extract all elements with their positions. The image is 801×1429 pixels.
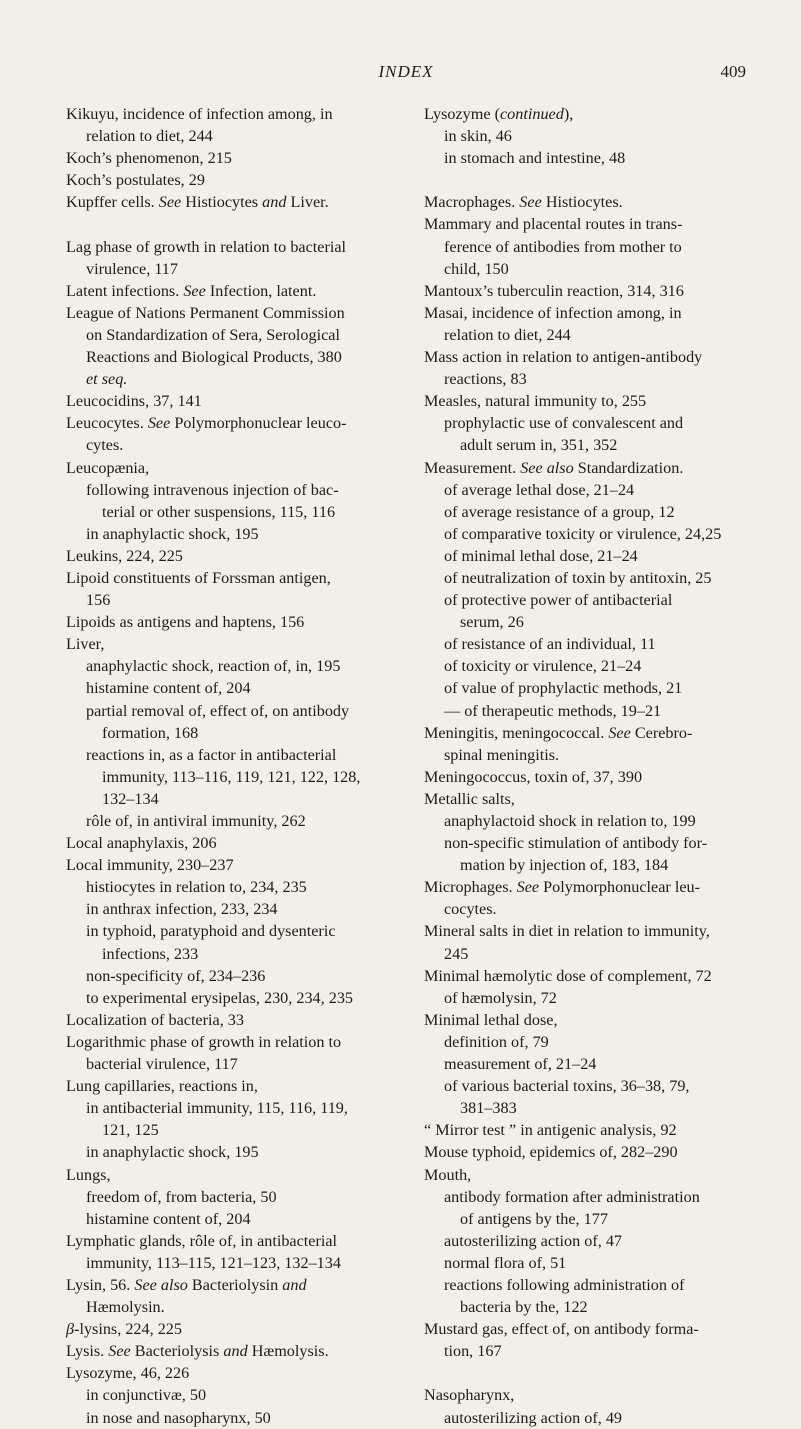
- italic-text: See: [147, 414, 171, 433]
- index-entry: [424, 920, 760, 942]
- entry-text: bacteria by the, 122: [460, 1298, 588, 1317]
- index-subentry: [424, 744, 760, 766]
- italic-text: See: [608, 723, 631, 742]
- entry-text: virulence, 117: [86, 259, 178, 278]
- running-head-title: INDEX: [378, 62, 434, 81]
- entry-text: in stomach and intestine, 48: [444, 149, 626, 168]
- entry-text: Kikuyu, incidence of infection among, in: [66, 105, 333, 123]
- entry-text: Lipoid constituents of Forssman antigen,: [66, 568, 331, 587]
- entry-text: Kupffer cells.: [66, 193, 159, 212]
- index-subentry: [424, 1053, 760, 1075]
- index-entry: [424, 965, 760, 987]
- entry-text: adult serum in, 351, 352: [460, 436, 618, 455]
- entry-text: of comparative toxicity or virulence, 24,25: [444, 524, 722, 543]
- index-entry: [424, 876, 760, 898]
- entry-text: reactions, 83: [444, 370, 527, 389]
- index-column-right: [424, 103, 760, 1429]
- entry-text: Mass action in relation to antigen-antibody: [424, 348, 703, 367]
- index-subentry: [424, 943, 760, 965]
- entry-text: Lysozyme (: [424, 105, 500, 123]
- index-entry: [66, 390, 398, 412]
- italic-text: See: [158, 193, 182, 212]
- entry-text: Leucopænia,: [66, 458, 150, 477]
- entry-text: anaphylactic shock, reaction of, in, 195: [86, 657, 341, 676]
- index-subentry: [66, 788, 398, 810]
- entry-text: Masai, incidence of infection among, in: [424, 303, 682, 322]
- index-entry: [424, 390, 760, 412]
- entry-text: normal flora of, 51: [444, 1253, 567, 1272]
- entry-text: following intravenous injection of bac-: [86, 480, 339, 499]
- entry-text: Localization of bacteria, 33: [66, 1010, 244, 1029]
- entry-text: Meningitis, meningococcal.: [424, 723, 609, 742]
- index-column-left: [66, 103, 398, 1429]
- index-subentry: [66, 920, 398, 942]
- page-number: 409: [720, 62, 746, 81]
- index-subentry: [424, 434, 760, 456]
- entry-text: serum, 26: [460, 613, 524, 632]
- italic-text: See also: [134, 1275, 188, 1294]
- index-subentry: [424, 501, 760, 523]
- entry-text: League of Nations Permanent Commission: [66, 303, 345, 322]
- index-entry: [66, 832, 398, 854]
- entry-text: 156: [86, 591, 111, 610]
- index-subentry: [66, 434, 398, 456]
- index-entry: [66, 103, 398, 125]
- index-subentry: [66, 1186, 398, 1208]
- index-entry: [424, 103, 760, 125]
- index-subentry: [66, 1296, 398, 1318]
- index-entry: [424, 346, 760, 368]
- index-subentry: [424, 854, 760, 876]
- entry-text: Mammary and placental routes in trans-: [424, 215, 683, 234]
- index-entry: [66, 1009, 398, 1031]
- entry-text: Liver,: [66, 635, 105, 654]
- entry-text: non-specificity of, 234–236: [86, 966, 266, 985]
- index-subentry: [66, 1208, 398, 1230]
- entry-text: 132–134: [102, 789, 159, 808]
- entry-text: in anaphylactic shock, 195: [86, 524, 259, 543]
- entry-text: Reactions and Biological Products, 380: [86, 348, 342, 367]
- index-subentry: [424, 1208, 760, 1230]
- entry-text: Mouth,: [424, 1165, 472, 1184]
- entry-text: histamine content of, 204: [86, 679, 251, 698]
- index-subentry: [424, 479, 760, 501]
- index-entry: [66, 1164, 398, 1186]
- entry-text: Leucocytes.: [66, 414, 148, 433]
- index-subentry: [424, 545, 760, 567]
- entry-text: Latent infections.: [66, 281, 184, 300]
- entry-text: prophylactic use of convalescent and: [444, 414, 684, 433]
- entry-text: of neutralization of toxin by antitoxin, 25: [444, 568, 712, 587]
- entry-text: immunity, 113–116, 119, 121, 122, 128,: [102, 767, 361, 786]
- index-subentry: [66, 501, 398, 523]
- italic-text: continued: [499, 105, 564, 123]
- entry-text: Lungs,: [66, 1165, 111, 1184]
- entry-text: reactions in, as a factor in antibacterial: [86, 745, 337, 764]
- index-subentry: [424, 412, 760, 434]
- entry-text: in typhoid, paratyphoid and dysenteric: [86, 922, 336, 941]
- index-subentry: [424, 655, 760, 677]
- entry-text: relation to diet, 244: [86, 127, 213, 146]
- index-entry: [66, 412, 398, 434]
- entry-text: in nose and nasopharynx, 50: [86, 1408, 271, 1427]
- entry-text: Cerebro-: [630, 723, 693, 742]
- entry-text: partial removal of, effect of, on antibody: [86, 701, 350, 720]
- index-subentry: [424, 810, 760, 832]
- index-subentry: [66, 965, 398, 987]
- index-subentry: [66, 479, 398, 501]
- entry-text: Metallic salts,: [424, 789, 515, 808]
- index-entry: [424, 302, 760, 324]
- entry-text: in skin, 46: [444, 127, 512, 146]
- index-subentry: [66, 876, 398, 898]
- index-entry: [66, 545, 398, 567]
- index-subentry: [66, 898, 398, 920]
- entry-text: Mouse typhoid, epidemics of, 282–290: [424, 1143, 678, 1162]
- entry-text: cocytes.: [444, 900, 497, 919]
- index-subentry: [424, 523, 760, 545]
- entry-text: freedom of, from bacteria, 50: [86, 1187, 277, 1206]
- index-subentry: [424, 125, 760, 147]
- entry-text: Lysozyme, 46, 226: [66, 1364, 190, 1383]
- index-entry: [424, 213, 760, 235]
- entry-text: Liver.: [286, 193, 329, 212]
- index-subentry: [424, 832, 760, 854]
- entry-text: autosterilizing action of, 47: [444, 1231, 623, 1250]
- index-entry: [66, 169, 398, 191]
- page-header: [66, 62, 746, 86]
- entry-text: of value of prophylactic methods, 21: [444, 679, 683, 698]
- index-entry: [66, 567, 398, 589]
- entry-text: relation to diet, 244: [444, 325, 571, 344]
- entry-text: rôle of, in antiviral immunity, 262: [86, 812, 306, 830]
- entry-text: Lung capillaries, reactions in,: [66, 1077, 258, 1096]
- index-entry: [66, 1230, 398, 1252]
- italic-text: See: [516, 878, 540, 897]
- index-entry: [424, 1009, 760, 1031]
- index-entry: [66, 147, 398, 169]
- italic-text: et seq.: [86, 370, 128, 389]
- entry-text: autosterilizing action of, 49: [444, 1408, 623, 1427]
- index-subentry: [424, 898, 760, 920]
- entry-text: child, 150: [444, 259, 509, 278]
- entry-text: spinal meningitis.: [444, 745, 560, 764]
- entry-text: anaphylactoid shock in relation to, 199: [444, 812, 696, 830]
- entry-text: Lag phase of growth in relation to bacterial: [66, 237, 347, 256]
- entry-text: in anaphylactic shock, 195: [86, 1143, 259, 1162]
- entry-text: Koch’s phenomenon, 215: [66, 149, 232, 168]
- index-entry: [66, 1031, 398, 1053]
- index-subentry: [424, 1407, 760, 1429]
- entry-text: 121, 125: [102, 1121, 159, 1140]
- entry-text: of average lethal dose, 21–24: [444, 480, 635, 499]
- index-entry: [66, 1340, 398, 1362]
- index-subentry: [424, 147, 760, 169]
- index-subentry: [424, 1296, 760, 1318]
- entry-text: Lymphatic glands, rôle of, in antibacterial: [66, 1231, 338, 1250]
- entry-text: Macrophages.: [424, 193, 520, 212]
- index-subentry: [66, 258, 398, 280]
- index-subentry: [424, 633, 760, 655]
- index-subentry: [424, 567, 760, 589]
- index-entry: [66, 236, 398, 258]
- entry-text: 245: [444, 944, 469, 963]
- index-subentry: [66, 368, 398, 390]
- index-subentry: [424, 677, 760, 699]
- entry-text: Local anaphylaxis, 206: [66, 834, 217, 853]
- index-entry: [424, 280, 760, 302]
- entry-text: Leucocidins, 37, 141: [66, 392, 202, 411]
- entry-text: Nasopharynx,: [424, 1386, 515, 1405]
- entry-text: “ Mirror test ” in antigenic analysis, 92: [424, 1121, 677, 1140]
- italic-text: and: [282, 1275, 307, 1294]
- entry-text: formation, 168: [102, 723, 199, 742]
- entry-text: definition of, 79: [444, 1032, 549, 1051]
- entry-text: Measurement.: [424, 458, 521, 477]
- entry-text: of protective power of antibacterial: [444, 591, 673, 610]
- index-subentry: [424, 324, 760, 346]
- entry-text: Mineral salts in diet in relation to immunity,: [424, 922, 710, 941]
- index-subentry: [66, 810, 398, 832]
- entry-gap: [424, 1362, 760, 1384]
- entry-text: ),: [563, 105, 574, 123]
- index-entry: [66, 302, 398, 324]
- entry-text: Koch’s postulates, 29: [66, 171, 205, 190]
- index-entry: [424, 1119, 760, 1141]
- index-subentry: [66, 744, 398, 766]
- entry-text: Minimal lethal dose,: [424, 1010, 558, 1029]
- index-subentry: [424, 611, 760, 633]
- entry-text: histiocytes in relation to, 234, 235: [86, 878, 307, 897]
- index-subentry: [424, 258, 760, 280]
- entry-text: infections, 233: [102, 944, 199, 963]
- index-subentry: [66, 700, 398, 722]
- entry-text: Mustard gas, effect of, on antibody forma-: [424, 1320, 699, 1339]
- index-subentry: [66, 987, 398, 1009]
- entry-text: Hæmolysis.: [247, 1342, 329, 1361]
- index-subentry: [66, 943, 398, 965]
- italic-text: and: [223, 1342, 248, 1361]
- entry-text: ference of antibodies from mother to: [444, 237, 682, 256]
- entry-text: to experimental erysipelas, 230, 234, 235: [86, 988, 354, 1007]
- entry-text: Standardization.: [573, 458, 684, 477]
- index-subentry: [66, 1252, 398, 1274]
- entry-text: Local immunity, 230–237: [66, 856, 234, 875]
- index-subentry: [66, 722, 398, 744]
- index-subentry: [66, 346, 398, 368]
- index-entry: [66, 854, 398, 876]
- entry-text: reactions following administration of: [444, 1275, 685, 1294]
- index-subentry: [424, 1252, 760, 1274]
- index-subentry: [66, 1384, 398, 1406]
- index-subentry: [424, 368, 760, 390]
- entry-text: Infection, latent.: [205, 281, 317, 300]
- entry-text: -lysins, 224, 225: [74, 1320, 182, 1339]
- index-subentry: [66, 125, 398, 147]
- entry-text: cytes.: [86, 436, 124, 455]
- index-subentry: [424, 700, 760, 722]
- entry-text: Histiocytes.: [541, 193, 623, 212]
- entry-text: of resistance of an individual, 11: [444, 635, 656, 654]
- entry-text: Minimal hæmolytic dose of complement, 72: [424, 966, 712, 985]
- index-subentry: [66, 677, 398, 699]
- italic-text: See: [183, 281, 206, 300]
- entry-text: tion, 167: [444, 1342, 502, 1361]
- italic-text: See: [108, 1342, 131, 1361]
- entry-text: Measles, natural immunity to, 255: [424, 392, 647, 411]
- index-subentry: [66, 523, 398, 545]
- entry-text: measurement of, 21–24: [444, 1055, 597, 1074]
- index-subentry: [424, 1075, 760, 1097]
- index-entry: [66, 611, 398, 633]
- index-subentry: [66, 589, 398, 611]
- entry-text: of toxicity or virulence, 21–24: [444, 657, 642, 676]
- index-entry: [66, 280, 398, 302]
- index-subentry: [424, 236, 760, 258]
- index-entry: [424, 722, 760, 744]
- entry-text: Lipoids as antigens and haptens, 156: [66, 613, 305, 632]
- index-subentry: [424, 1186, 760, 1208]
- index-subentry: [424, 1340, 760, 1362]
- entry-text: in antibacterial immunity, 115, 116, 119,: [86, 1099, 348, 1118]
- entry-text: mation by injection of, 183, 184: [460, 856, 669, 875]
- entry-text: Bacteriolysin: [187, 1275, 283, 1294]
- entry-text: Polymorphonuclear leu-: [539, 878, 701, 897]
- index-subentry: [66, 655, 398, 677]
- entry-text: of various bacterial toxins, 36–38, 79,: [444, 1077, 690, 1096]
- entry-text: Microphages.: [424, 878, 517, 897]
- entry-text: Hæmolysin.: [86, 1298, 165, 1317]
- entry-text: Bacteriolysis: [130, 1342, 224, 1361]
- entry-text: Mantoux’s tuberculin reaction, 314, 316: [424, 281, 684, 300]
- italic-text: β: [66, 1320, 75, 1339]
- entry-text: of hæmolysin, 72: [444, 988, 557, 1007]
- entry-text: Logarithmic phase of growth in relation to: [66, 1032, 342, 1051]
- index-entry: [424, 457, 760, 479]
- index-subentry: [66, 1141, 398, 1163]
- entry-text: Lysis.: [66, 1342, 109, 1361]
- entry-text: histamine content of, 204: [86, 1209, 251, 1228]
- entry-text: immunity, 113–115, 121–123, 132–134: [86, 1253, 341, 1272]
- index-entry: [66, 1274, 398, 1296]
- entry-text: non-specific stimulation of antibody for-: [444, 834, 708, 853]
- italic-text: See: [519, 193, 542, 212]
- entry-text: Lysin, 56.: [66, 1275, 135, 1294]
- index-entry: [424, 1164, 760, 1186]
- entry-text: terial or other suspensions, 115, 116: [102, 502, 336, 521]
- entry-text: Leukins, 224, 225: [66, 546, 183, 565]
- entry-gap: [66, 213, 398, 235]
- index-subentry: [66, 1407, 398, 1429]
- entry-text: of minimal lethal dose, 21–24: [444, 546, 638, 565]
- index-entry: [424, 1384, 760, 1406]
- index-subentry: [66, 1119, 398, 1141]
- index-subentry: [424, 1097, 760, 1119]
- index-subentry: [66, 1053, 398, 1075]
- index-subentry: [424, 1230, 760, 1252]
- entry-text: Meningococcus, toxin of, 37, 390: [424, 767, 643, 786]
- index-entry: [66, 633, 398, 655]
- index-entry: [424, 1141, 760, 1163]
- index-subentry: [424, 1031, 760, 1053]
- index-entry: [66, 1075, 398, 1097]
- entry-text: Histiocytes: [181, 193, 263, 212]
- italic-text: See also: [520, 458, 574, 477]
- index-subentry: [424, 589, 760, 611]
- entry-text: bacterial virulence, 117: [86, 1055, 238, 1074]
- entry-text: in anthrax infection, 233, 234: [86, 900, 278, 919]
- index-entry: [424, 788, 760, 810]
- index-entry: [66, 1318, 398, 1340]
- entry-text: antibody formation after administration: [444, 1187, 700, 1206]
- entry-text: on Standardization of Sera, Serological: [86, 325, 340, 344]
- entry-text: 381–383: [460, 1099, 517, 1118]
- index-subentry: [66, 1097, 398, 1119]
- entry-text: in conjunctivæ, 50: [86, 1386, 207, 1405]
- entry-text: of antigens by the, 177: [460, 1209, 608, 1228]
- index-entry: [66, 1362, 398, 1384]
- index-subentry: [424, 987, 760, 1009]
- index-entry: [424, 191, 760, 213]
- index-entry: [424, 766, 760, 788]
- index-subentry: [424, 1274, 760, 1296]
- entry-text: Polymorphonuclear leuco-: [170, 414, 347, 433]
- entry-text: — of therapeutic methods, 19–21: [444, 701, 662, 720]
- index-entry: [66, 457, 398, 479]
- entry-gap: [424, 169, 760, 191]
- index-entry: [66, 191, 398, 213]
- entry-text: of average resistance of a group, 12: [444, 502, 675, 521]
- italic-text: and: [262, 193, 287, 212]
- index-subentry: [66, 324, 398, 346]
- index-subentry: [66, 766, 398, 788]
- index-entry: [424, 1318, 760, 1340]
